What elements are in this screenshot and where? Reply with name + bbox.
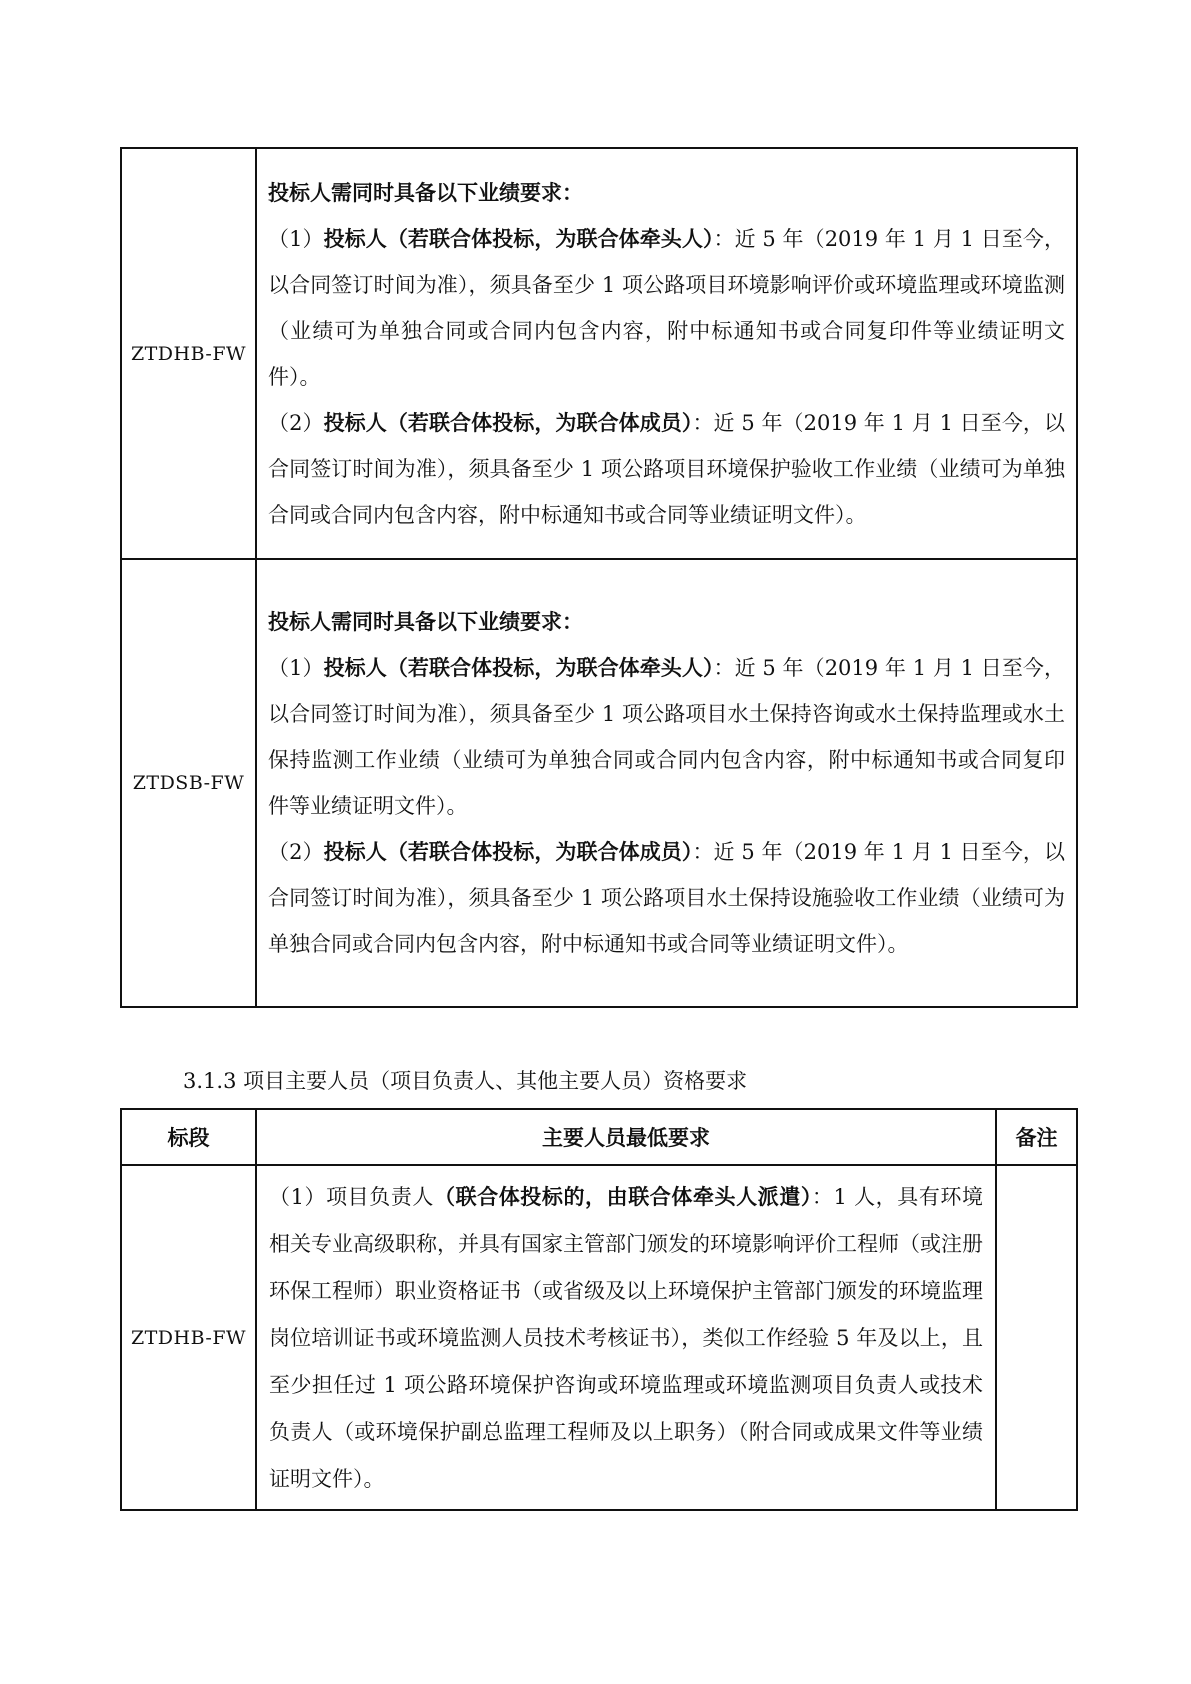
lot-code: ZTDSB-FW: [121, 559, 256, 1007]
requirement-item-1: [268, 216, 1065, 400]
item-prefix: （1）项目负责人: [269, 1184, 434, 1209]
column-header-lot: 标段: [121, 1109, 256, 1165]
item-bold-text: 投标人（若联合体投标，为联合体牵头人）: [323, 655, 714, 680]
item-text: ：近 5 年（2019 年 1 月 1 日至今，以合同签订时间为准），须具备至少 1 项公路项目环境影响评价或环境监理或环境监测（业绩可为单独合同或合同内包含内容，附中标通知书或合同复印件等业绩证明文件）。: [268, 226, 1065, 389]
requirement-cell: [256, 1165, 996, 1510]
item-bold-text: （联合体投标的，由联合体牵头人派遣）: [434, 1183, 812, 1209]
lot-code: ZTDHB-FW: [121, 148, 256, 559]
column-header-requirements: 主要人员最低要求: [256, 1109, 996, 1165]
item-prefix: （2）: [268, 410, 324, 435]
item-bold-text: 投标人（若联合体投标，为联合体成员）: [323, 409, 693, 435]
item-text: ：近 5 年（2019 年 1 月 1 日至今，以合同签订时间为准），须具备至少 1 项公路项目环境保护验收工作业绩（业绩可为单独合同或合同内包含内容，附中标通知书或合同等业绩证明文件）。: [268, 410, 1065, 527]
item-text: ：1 人，具有环境相关专业高级职称，并具有国家主管部门颁发的环境影响评价工程师（或注册环保工程师）职业资格证书（或省级及以上环境保护主管部门颁发的环境监理岗位培训证书或环境监测人员技术考核证书），类似工作经验 5 年及以上，且至少担任过 1 项公路环境保护咨询或环境监理或环境监测项目负责人或技术负责人（或环境保护副总监理工程师及以上职务）（附合同或成果文件等业绩证明文件）。: [269, 1184, 983, 1491]
notes-cell: [996, 1165, 1077, 1510]
table-header-row: [121, 1109, 1077, 1165]
table-row: [121, 559, 1077, 1007]
personnel-requirement: [269, 1173, 983, 1503]
item-prefix: （1）: [268, 226, 324, 251]
item-prefix: （2）: [268, 840, 324, 864]
requirement-item-2: [268, 829, 1065, 967]
requirement-heading: 投标人需同时具备以下业绩要求：: [268, 609, 583, 634]
column-header-notes: 备注: [996, 1109, 1077, 1165]
section-caption: 3.1.3 项目主要人员（项目负责人、其他主要人员）资格要求: [183, 1069, 748, 1093]
item-bold-text: 投标人（若联合体投标，为联合体成员）: [323, 839, 693, 864]
performance-requirements-table: [120, 147, 1078, 1008]
requirement-item-1: [268, 645, 1065, 829]
requirement-heading: 投标人需同时具备以下业绩要求：: [268, 179, 583, 205]
requirement-item-2: [268, 400, 1065, 538]
item-text: ：近 5 年（2019 年 1 月 1 日至今，以合同签订时间为准），须具备至少 1 项公路项目水土保持设施验收工作业绩（业绩可为单独合同或合同内包含内容，附中标通知书或合同等业绩证明文件）。: [268, 840, 1065, 956]
item-prefix: （1）: [268, 656, 324, 680]
item-bold-text: 投标人（若联合体投标，为联合体牵头人）: [323, 225, 714, 251]
table-row: [121, 148, 1077, 559]
item-text: ：近 5 年（2019 年 1 月 1 日至今，以合同签订时间为准），须具备至少 1 项公路项目水土保持咨询或水土保持监理或水土保持监测工作业绩（业绩可为单独合同或合同内包含内容，附中标通知书或合同复印件等业绩证明文件）。: [268, 656, 1065, 818]
table-row: [121, 1165, 1077, 1510]
requirement-cell: [256, 148, 1077, 559]
lot-code: ZTDHB-FW: [121, 1165, 256, 1510]
requirement-cell: [256, 559, 1077, 1007]
personnel-requirements-table: [120, 1108, 1078, 1511]
